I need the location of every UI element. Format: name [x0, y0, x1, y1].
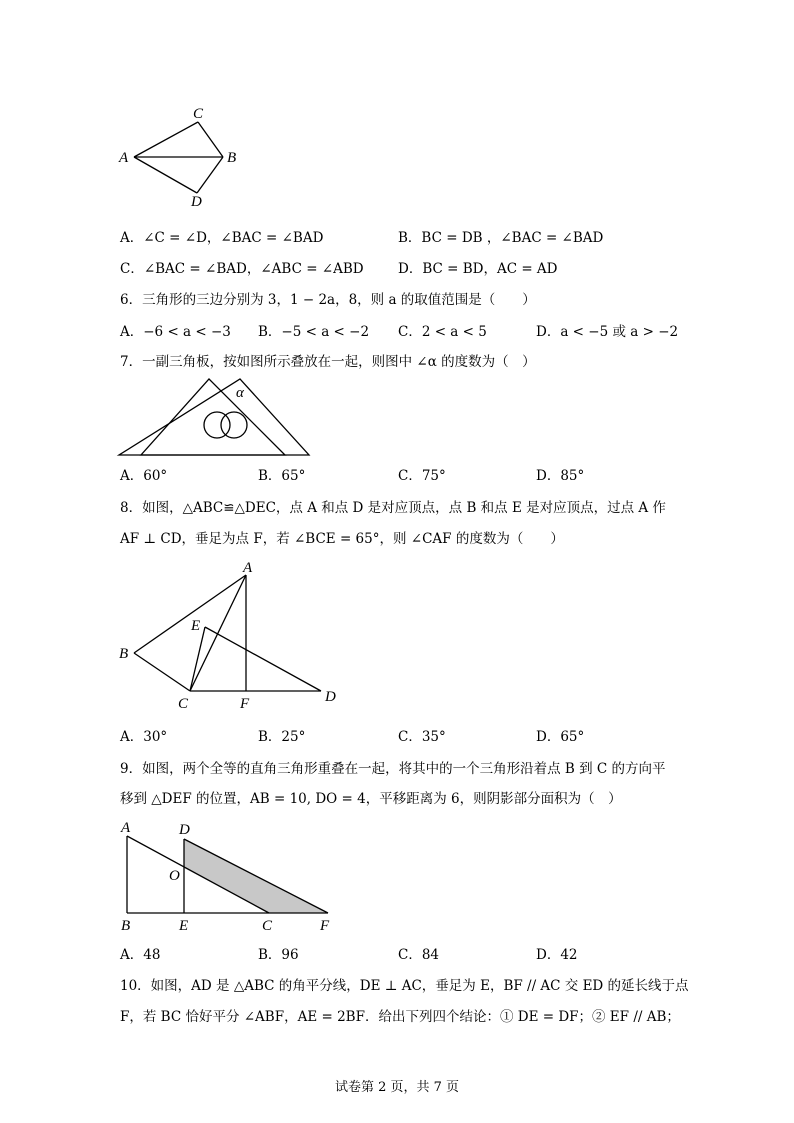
q8-stem-line1: 8．如图，△ABC≌△DEC，点 A 和点 D 是对应顶点，点 B 和点 E 是对应顶点，过点 A 作	[120, 500, 666, 516]
label-D: D	[325, 689, 336, 705]
segment-DB	[197, 157, 223, 193]
label-B: B	[119, 646, 129, 662]
q5-option-c: C．∠BAC = ∠BAD，∠ABC = ∠ABD	[120, 261, 364, 277]
segment-ED	[205, 627, 321, 691]
q7-option-b: B．65°	[258, 468, 306, 484]
segment-BC	[134, 653, 190, 691]
q7-stem: 7．一副三角板，按如图所示叠放在一起，则图中 ∠α 的度数为（ ）	[120, 354, 536, 370]
q7-option-c: C．75°	[398, 468, 446, 484]
figure-q5	[110, 100, 260, 215]
label-F: F	[320, 918, 330, 934]
segment-BA	[134, 575, 246, 653]
label-A: A	[121, 820, 131, 836]
q6-option-c: C．2 < a < 5	[398, 324, 487, 340]
page-footer: 试卷第 2 页，共 7 页	[334, 1080, 460, 1095]
q9-option-d: D．42	[536, 947, 578, 963]
q5-option-d: D．BC = BD，AC = AD	[398, 261, 558, 277]
segment-CB	[198, 122, 223, 157]
q9-option-a: A．48	[120, 947, 161, 963]
label-E: E	[191, 618, 201, 634]
q8-option-a: A．30°	[120, 729, 168, 745]
label-A: A	[243, 560, 253, 576]
figure-q7	[115, 375, 310, 460]
label-D: D	[191, 194, 202, 210]
label-D: D	[179, 822, 190, 838]
figure-q8	[115, 558, 345, 713]
q8-stem-line2: AF ⊥ CD，垂足为点 F，若 ∠BCE = 65°，则 ∠CAF 的度数为（ ）	[120, 531, 564, 547]
set-square-45	[119, 379, 309, 455]
q5-option-a: A．∠C = ∠D，∠BAC = ∠BAD	[120, 230, 324, 246]
q8-option-c: C．35°	[398, 729, 446, 745]
figure-q9	[115, 818, 340, 936]
set-square-30-60	[141, 379, 285, 455]
segment-AD	[134, 157, 197, 193]
q6-option-d: D．a < −5 或 a > −2	[536, 324, 679, 340]
label-C: C	[262, 918, 273, 934]
label-C: C	[193, 106, 204, 122]
hole-left	[204, 412, 230, 438]
label-E: E	[179, 918, 189, 934]
label-B: B	[227, 150, 237, 166]
q9-stem-line2: 移到 △DEF 的位置，AB = 10, DO = 4，平移距离为 6，则阴影部分面积为（ ）	[120, 791, 622, 807]
q10-stem-line1: 10．如图，AD 是 △ABC 的角平分线，DE ⊥ AC，垂足为 E，BF // AC 交 ED 的延长线于点	[120, 978, 689, 994]
q9-option-b: B．96	[258, 947, 299, 963]
label-F: F	[240, 696, 250, 712]
hole-right	[221, 412, 247, 438]
q10-stem-line2: F，若 BC 恰好平分 ∠ABF，AE = 2BF．给出下列四个结论：① DE = DF；② EF // AB；	[120, 1009, 680, 1025]
label-B: B	[121, 918, 131, 934]
segment-AC	[134, 122, 198, 157]
label-O: O	[169, 868, 180, 884]
q5-option-b: B．BC = DB ，∠BAC = ∠BAD	[398, 230, 604, 246]
q6-option-a: A．−6 < a < −3	[120, 324, 231, 340]
label-alpha: α	[236, 385, 244, 401]
label-A: A	[119, 150, 129, 166]
q8-option-d: D．65°	[536, 729, 585, 745]
segment-CE	[190, 627, 205, 691]
q6-option-b: B．−5 < a < −2	[258, 324, 370, 340]
q9-option-c: C．84	[398, 947, 440, 963]
q7-option-a: A．60°	[120, 468, 168, 484]
q9-stem-line1: 9．如图，两个全等的直角三角形重叠在一起，将其中的一个三角形沿着点 B 到 C 的方向平	[120, 761, 666, 777]
label-C: C	[178, 696, 189, 712]
q6-stem: 6．三角形的三边分别为 3，1 − 2a，8，则 a 的取值范围是（ ）	[120, 292, 536, 308]
q8-option-b: B．25°	[258, 729, 306, 745]
q7-option-d: D．85°	[536, 468, 585, 484]
